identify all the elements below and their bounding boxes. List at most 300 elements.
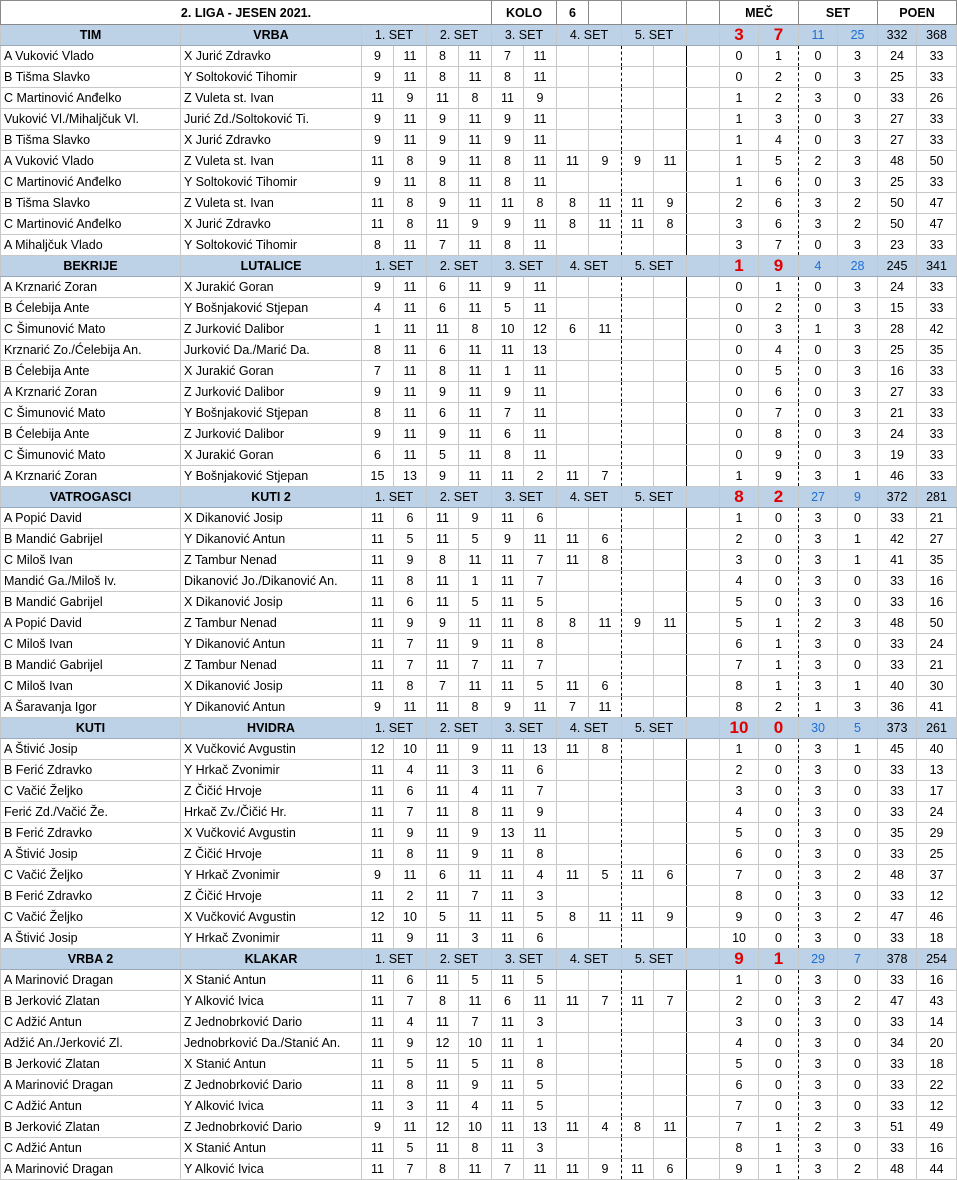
running-score-away: 0 xyxy=(759,865,799,886)
set-score-home xyxy=(557,424,589,445)
set-score-away xyxy=(589,1033,622,1054)
running-score-away: 0 xyxy=(759,1012,799,1033)
row-gap xyxy=(687,46,720,67)
set-score-home xyxy=(622,760,654,781)
running-score-home: 1 xyxy=(720,130,759,151)
row-gap xyxy=(687,67,720,88)
running-score-home: 9 xyxy=(720,1159,759,1180)
set-score-home xyxy=(557,277,589,298)
game-sets-away: 1 xyxy=(838,739,878,760)
set-score-home: 11 xyxy=(362,613,394,634)
set-header: 1. SET xyxy=(362,256,427,277)
set-score-home: 9 xyxy=(362,697,394,718)
running-score-away: 0 xyxy=(759,550,799,571)
game-sets-home: 3 xyxy=(799,214,838,235)
set-score-home: 7 xyxy=(557,697,589,718)
game-sets-away: 0 xyxy=(838,1096,878,1117)
game-row xyxy=(1,676,957,697)
set-score-home: 5 xyxy=(427,445,459,466)
set-score-home xyxy=(622,1033,654,1054)
match-score-home: 1 xyxy=(720,256,759,277)
row-gap xyxy=(687,130,720,151)
set-score-away: 1 xyxy=(459,571,492,592)
set-score-home: 11 xyxy=(492,1033,524,1054)
set-score-home xyxy=(557,109,589,130)
running-score-away: 1 xyxy=(759,676,799,697)
set-score-home: 11 xyxy=(362,823,394,844)
game-points-home: 36 xyxy=(878,697,917,718)
set-score-home xyxy=(557,403,589,424)
game-sets-home: 3 xyxy=(799,823,838,844)
game-points-away: 16 xyxy=(917,970,957,991)
game-points-away: 33 xyxy=(917,361,957,382)
away-team-name: KUTI 2 xyxy=(181,487,362,508)
away-player: Jurković Da./Marić Da. xyxy=(181,340,362,361)
set-score-home: 11 xyxy=(362,802,394,823)
set-score-home xyxy=(557,46,589,67)
set-header: 3. SET xyxy=(492,487,557,508)
set-score-home: 11 xyxy=(492,1075,524,1096)
game-points-away: 33 xyxy=(917,403,957,424)
game-row xyxy=(1,1012,957,1033)
set-score-away: 11 xyxy=(524,1159,557,1180)
set-score-home: 11 xyxy=(427,760,459,781)
set-score-away: 11 xyxy=(459,865,492,886)
set-score-home: 11 xyxy=(492,1117,524,1138)
home-player: A Štivić Josip xyxy=(1,928,181,949)
set-score-home xyxy=(622,88,654,109)
running-score-home: 4 xyxy=(720,571,759,592)
running-score-home: 0 xyxy=(720,340,759,361)
set-score-away: 9 xyxy=(589,151,622,172)
set-score-away: 5 xyxy=(524,970,557,991)
set-score-home: 8 xyxy=(427,991,459,1012)
set-score-away xyxy=(589,424,622,445)
set-score-away: 10 xyxy=(394,739,427,760)
set-score-home: 11 xyxy=(427,634,459,655)
game-points-home: 33 xyxy=(878,571,917,592)
set-score-home: 8 xyxy=(557,907,589,928)
home-player: B Ćelebija Ante xyxy=(1,424,181,445)
set-score-away: 3 xyxy=(459,760,492,781)
set-score-away: 9 xyxy=(459,823,492,844)
game-points-away: 18 xyxy=(917,1054,957,1075)
set-score-home: 11 xyxy=(557,1159,589,1180)
running-score-home: 8 xyxy=(720,1138,759,1159)
set-score-away xyxy=(654,130,687,151)
game-points-away: 33 xyxy=(917,277,957,298)
row-gap xyxy=(687,760,720,781)
running-score-away: 0 xyxy=(759,781,799,802)
set-score-away: 6 xyxy=(394,592,427,613)
set-score-home xyxy=(622,970,654,991)
set-score-away: 8 xyxy=(394,844,427,865)
home-player: A Štivić Josip xyxy=(1,739,181,760)
game-points-away: 29 xyxy=(917,823,957,844)
home-player: A Šaravanja Igor xyxy=(1,697,181,718)
set-score-away: 11 xyxy=(459,424,492,445)
game-points-home: 33 xyxy=(878,1138,917,1159)
game-sets-home: 3 xyxy=(799,781,838,802)
running-score-home: 3 xyxy=(720,235,759,256)
set-score-away xyxy=(654,403,687,424)
set-score-home: 7 xyxy=(492,403,524,424)
away-player: Y Dikanović Antun xyxy=(181,697,362,718)
set-score-home xyxy=(557,823,589,844)
game-sets-home: 3 xyxy=(799,1033,838,1054)
set-score-away: 8 xyxy=(459,1138,492,1159)
home-player: B Ćelebija Ante xyxy=(1,361,181,382)
game-points-home: 46 xyxy=(878,466,917,487)
running-score-home: 6 xyxy=(720,844,759,865)
game-sets-away: 3 xyxy=(838,235,878,256)
set-score-home: 11 xyxy=(427,739,459,760)
points-total-home: 332 xyxy=(878,25,917,46)
set-score-home: 5 xyxy=(492,298,524,319)
set-score-home: 11 xyxy=(362,655,394,676)
game-sets-home: 0 xyxy=(799,109,838,130)
game-row xyxy=(1,235,957,256)
away-player: X Vučković Avgustin xyxy=(181,907,362,928)
set-score-away: 11 xyxy=(459,130,492,151)
set-score-home: 6 xyxy=(427,865,459,886)
set-score-home: 11 xyxy=(492,907,524,928)
home-player: B Mandić Gabrijel xyxy=(1,529,181,550)
set-score-home: 7 xyxy=(427,676,459,697)
running-score-away: 2 xyxy=(759,88,799,109)
home-player: A Marinović Dragan xyxy=(1,1159,181,1180)
running-score-away: 0 xyxy=(759,970,799,991)
set-score-home xyxy=(622,844,654,865)
home-player: C Miloš Ivan xyxy=(1,634,181,655)
set-score-away: 11 xyxy=(459,235,492,256)
set-score-away: 7 xyxy=(654,991,687,1012)
set-score-home: 11 xyxy=(362,970,394,991)
set-header: 2. SET xyxy=(427,718,492,739)
set-score-home: 11 xyxy=(362,1075,394,1096)
set-score-away: 8 xyxy=(524,634,557,655)
set-score-home: 11 xyxy=(492,571,524,592)
set-score-away xyxy=(589,130,622,151)
set-score-home: 9 xyxy=(492,214,524,235)
set-score-home: 11 xyxy=(362,928,394,949)
game-row xyxy=(1,298,957,319)
set-score-home xyxy=(557,445,589,466)
game-points-away: 33 xyxy=(917,466,957,487)
away-player: Y Alković Ivica xyxy=(181,1096,362,1117)
set-score-home xyxy=(557,1033,589,1054)
game-sets-home: 3 xyxy=(799,802,838,823)
running-score-away: 3 xyxy=(759,319,799,340)
set-score-home xyxy=(622,1054,654,1075)
row-gap xyxy=(687,403,720,424)
set-score-away: 8 xyxy=(394,151,427,172)
set-score-home: 8 xyxy=(557,193,589,214)
set-score-away: 11 xyxy=(589,193,622,214)
game-points-away: 27 xyxy=(917,529,957,550)
away-player: Y Hrkač Zvonimir xyxy=(181,928,362,949)
game-points-home: 33 xyxy=(878,886,917,907)
running-score-away: 1 xyxy=(759,655,799,676)
set-score-home: 12 xyxy=(427,1033,459,1054)
set-score-home: 8 xyxy=(492,151,524,172)
home-player: B Ferić Zdravko xyxy=(1,823,181,844)
row-gap xyxy=(687,1096,720,1117)
set-score-away: 6 xyxy=(524,760,557,781)
set-score-home: 6 xyxy=(557,319,589,340)
set-score-away xyxy=(589,277,622,298)
home-player: C Vačić Željko xyxy=(1,865,181,886)
game-points-away: 16 xyxy=(917,592,957,613)
set-score-home xyxy=(557,172,589,193)
game-row xyxy=(1,445,957,466)
home-player: B Jerković Zlatan xyxy=(1,1054,181,1075)
set-score-away xyxy=(654,928,687,949)
game-sets-home: 3 xyxy=(799,88,838,109)
set-header: 3. SET xyxy=(492,949,557,970)
set-header: 3. SET xyxy=(492,25,557,46)
running-score-home: 0 xyxy=(720,361,759,382)
home-player: C Adžić Antun xyxy=(1,1138,181,1159)
running-score-home: 1 xyxy=(720,151,759,172)
row-gap xyxy=(687,655,720,676)
game-sets-away: 3 xyxy=(838,109,878,130)
set-score-away: 11 xyxy=(394,445,427,466)
match-score-home: 10 xyxy=(720,718,759,739)
set-score-home: 8 xyxy=(492,445,524,466)
set-score-home xyxy=(622,571,654,592)
set-score-home: 8 xyxy=(492,67,524,88)
set-score-away: 7 xyxy=(524,571,557,592)
running-score-away: 6 xyxy=(759,382,799,403)
game-points-away: 25 xyxy=(917,844,957,865)
set-score-away: 11 xyxy=(589,319,622,340)
set-score-home: 11 xyxy=(492,844,524,865)
set-score-home xyxy=(557,655,589,676)
game-sets-away: 3 xyxy=(838,361,878,382)
set-score-away xyxy=(654,466,687,487)
game-row xyxy=(1,214,957,235)
set-score-home xyxy=(557,928,589,949)
running-score-away: 0 xyxy=(759,991,799,1012)
set-score-away: 13 xyxy=(524,340,557,361)
set-score-home xyxy=(557,592,589,613)
set-score-home: 11 xyxy=(427,781,459,802)
running-score-home: 1 xyxy=(720,88,759,109)
running-score-home: 7 xyxy=(720,1096,759,1117)
set-score-away xyxy=(654,697,687,718)
game-row xyxy=(1,340,957,361)
home-player: B Tišma Slavko xyxy=(1,67,181,88)
set-score-away xyxy=(589,781,622,802)
row-gap xyxy=(687,298,720,319)
set-score-away: 7 xyxy=(394,655,427,676)
set-score-away: 7 xyxy=(394,802,427,823)
game-points-away: 33 xyxy=(917,172,957,193)
set-score-away: 11 xyxy=(459,172,492,193)
sets-total-home: 27 xyxy=(799,487,838,508)
game-sets-home: 3 xyxy=(799,907,838,928)
game-points-home: 27 xyxy=(878,109,917,130)
game-sets-away: 2 xyxy=(838,214,878,235)
match-score-away: 9 xyxy=(759,256,799,277)
set-score-home xyxy=(557,361,589,382)
set-score-home: 11 xyxy=(362,592,394,613)
set-header: 5. SET xyxy=(622,949,687,970)
game-row xyxy=(1,781,957,802)
home-player: Mandić Ga./Miloš Iv. xyxy=(1,571,181,592)
row-gap xyxy=(687,1033,720,1054)
set-score-home: 6 xyxy=(492,991,524,1012)
set-score-home: 11 xyxy=(362,550,394,571)
set-header: 5. SET xyxy=(622,25,687,46)
set-score-home: 8 xyxy=(622,1117,654,1138)
home-player: C Šimunović Mato xyxy=(1,403,181,424)
row-gap xyxy=(687,319,720,340)
set-score-home xyxy=(557,760,589,781)
set-score-away: 6 xyxy=(394,781,427,802)
set-score-home xyxy=(622,340,654,361)
set-score-home xyxy=(557,235,589,256)
set-score-home: 11 xyxy=(557,1117,589,1138)
game-points-away: 44 xyxy=(917,1159,957,1180)
game-points-home: 33 xyxy=(878,1012,917,1033)
home-player: C Vačić Željko xyxy=(1,907,181,928)
set-score-away: 11 xyxy=(394,403,427,424)
away-player: Z Vuleta st. Ivan xyxy=(181,88,362,109)
set-score-away xyxy=(654,340,687,361)
away-player: X Jurić Zdravko xyxy=(181,214,362,235)
row-gap xyxy=(687,193,720,214)
set-header: 4. SET xyxy=(557,256,622,277)
running-score-home: 3 xyxy=(720,550,759,571)
set-score-away: 9 xyxy=(459,634,492,655)
running-score-away: 9 xyxy=(759,466,799,487)
set-score-home: 9 xyxy=(427,424,459,445)
set-score-home: 11 xyxy=(492,1138,524,1159)
game-points-away: 33 xyxy=(917,424,957,445)
running-score-home: 3 xyxy=(720,781,759,802)
away-player: Z Tambur Nenad xyxy=(181,613,362,634)
game-sets-away: 0 xyxy=(838,1054,878,1075)
set-score-home xyxy=(622,424,654,445)
away-player: Z Čičić Hrvoje xyxy=(181,886,362,907)
sets-total-away: 9 xyxy=(838,487,878,508)
game-sets-away: 3 xyxy=(838,382,878,403)
set-score-away: 11 xyxy=(589,613,622,634)
home-team-name: VATROGASCI xyxy=(1,487,181,508)
game-points-home: 15 xyxy=(878,298,917,319)
home-player: A Štivić Josip xyxy=(1,844,181,865)
set-score-home: 11 xyxy=(492,676,524,697)
set-score-away: 11 xyxy=(524,697,557,718)
set-score-away: 5 xyxy=(394,1054,427,1075)
game-sets-home: 3 xyxy=(799,1159,838,1180)
away-player: Y Dikanović Antun xyxy=(181,529,362,550)
set-score-away: 7 xyxy=(459,886,492,907)
row-gap xyxy=(687,571,720,592)
set-score-away xyxy=(589,382,622,403)
row-gap xyxy=(687,277,720,298)
row-gap xyxy=(687,1117,720,1138)
game-row xyxy=(1,67,957,88)
set-score-home xyxy=(622,130,654,151)
set-score-home: 11 xyxy=(492,634,524,655)
set-score-home xyxy=(557,1096,589,1117)
set-score-home: 8 xyxy=(557,214,589,235)
set-score-away xyxy=(654,802,687,823)
set-score-away xyxy=(654,823,687,844)
game-row xyxy=(1,1033,957,1054)
set-score-away: 5 xyxy=(524,1096,557,1117)
game-points-away: 50 xyxy=(917,151,957,172)
set-score-home: 13 xyxy=(492,823,524,844)
running-score-away: 0 xyxy=(759,802,799,823)
game-sets-home: 3 xyxy=(799,1012,838,1033)
game-points-away: 16 xyxy=(917,571,957,592)
running-score-home: 0 xyxy=(720,67,759,88)
running-score-away: 0 xyxy=(759,529,799,550)
set-score-home xyxy=(557,508,589,529)
game-points-away: 21 xyxy=(917,655,957,676)
game-sets-away: 3 xyxy=(838,67,878,88)
home-player: A Mihaljčuk Vlado xyxy=(1,235,181,256)
set-score-away: 11 xyxy=(654,613,687,634)
set-score-away xyxy=(654,634,687,655)
row-gap xyxy=(687,739,720,760)
row-gap xyxy=(687,1159,720,1180)
game-sets-away: 0 xyxy=(838,1138,878,1159)
away-player: X Dikanović Josip xyxy=(181,592,362,613)
set-score-away: 11 xyxy=(459,340,492,361)
game-row xyxy=(1,277,957,298)
game-sets-away: 3 xyxy=(838,319,878,340)
game-points-home: 33 xyxy=(878,508,917,529)
set-score-home: 9 xyxy=(427,193,459,214)
game-row xyxy=(1,907,957,928)
set-score-away xyxy=(654,970,687,991)
set-score-away xyxy=(654,109,687,130)
set-score-away xyxy=(589,571,622,592)
set-score-home: 11 xyxy=(492,928,524,949)
home-player: A Krznarić Zoran xyxy=(1,277,181,298)
set-score-away xyxy=(589,403,622,424)
set-score-home: 8 xyxy=(362,235,394,256)
set-score-away: 3 xyxy=(524,1012,557,1033)
away-player: Y Dikanović Antun xyxy=(181,634,362,655)
running-score-home: 0 xyxy=(720,277,759,298)
points-total-away: 281 xyxy=(917,487,957,508)
set-score-away xyxy=(654,1054,687,1075)
set-score-away xyxy=(589,760,622,781)
set-score-home: 6 xyxy=(427,340,459,361)
game-points-away: 26 xyxy=(917,88,957,109)
away-player: Z Jurković Dalibor xyxy=(181,319,362,340)
set-score-away: 8 xyxy=(459,88,492,109)
set-score-away: 9 xyxy=(524,802,557,823)
row-gap xyxy=(687,1012,720,1033)
away-player: Y Bošnjaković Stjepan xyxy=(181,403,362,424)
running-score-away: 4 xyxy=(759,340,799,361)
game-points-home: 48 xyxy=(878,1159,917,1180)
set-score-home xyxy=(622,67,654,88)
set-score-away: 9 xyxy=(394,550,427,571)
set-score-away: 11 xyxy=(524,109,557,130)
set-score-away: 11 xyxy=(459,361,492,382)
game-row xyxy=(1,1159,957,1180)
set-score-away xyxy=(654,235,687,256)
running-score-home: 0 xyxy=(720,403,759,424)
